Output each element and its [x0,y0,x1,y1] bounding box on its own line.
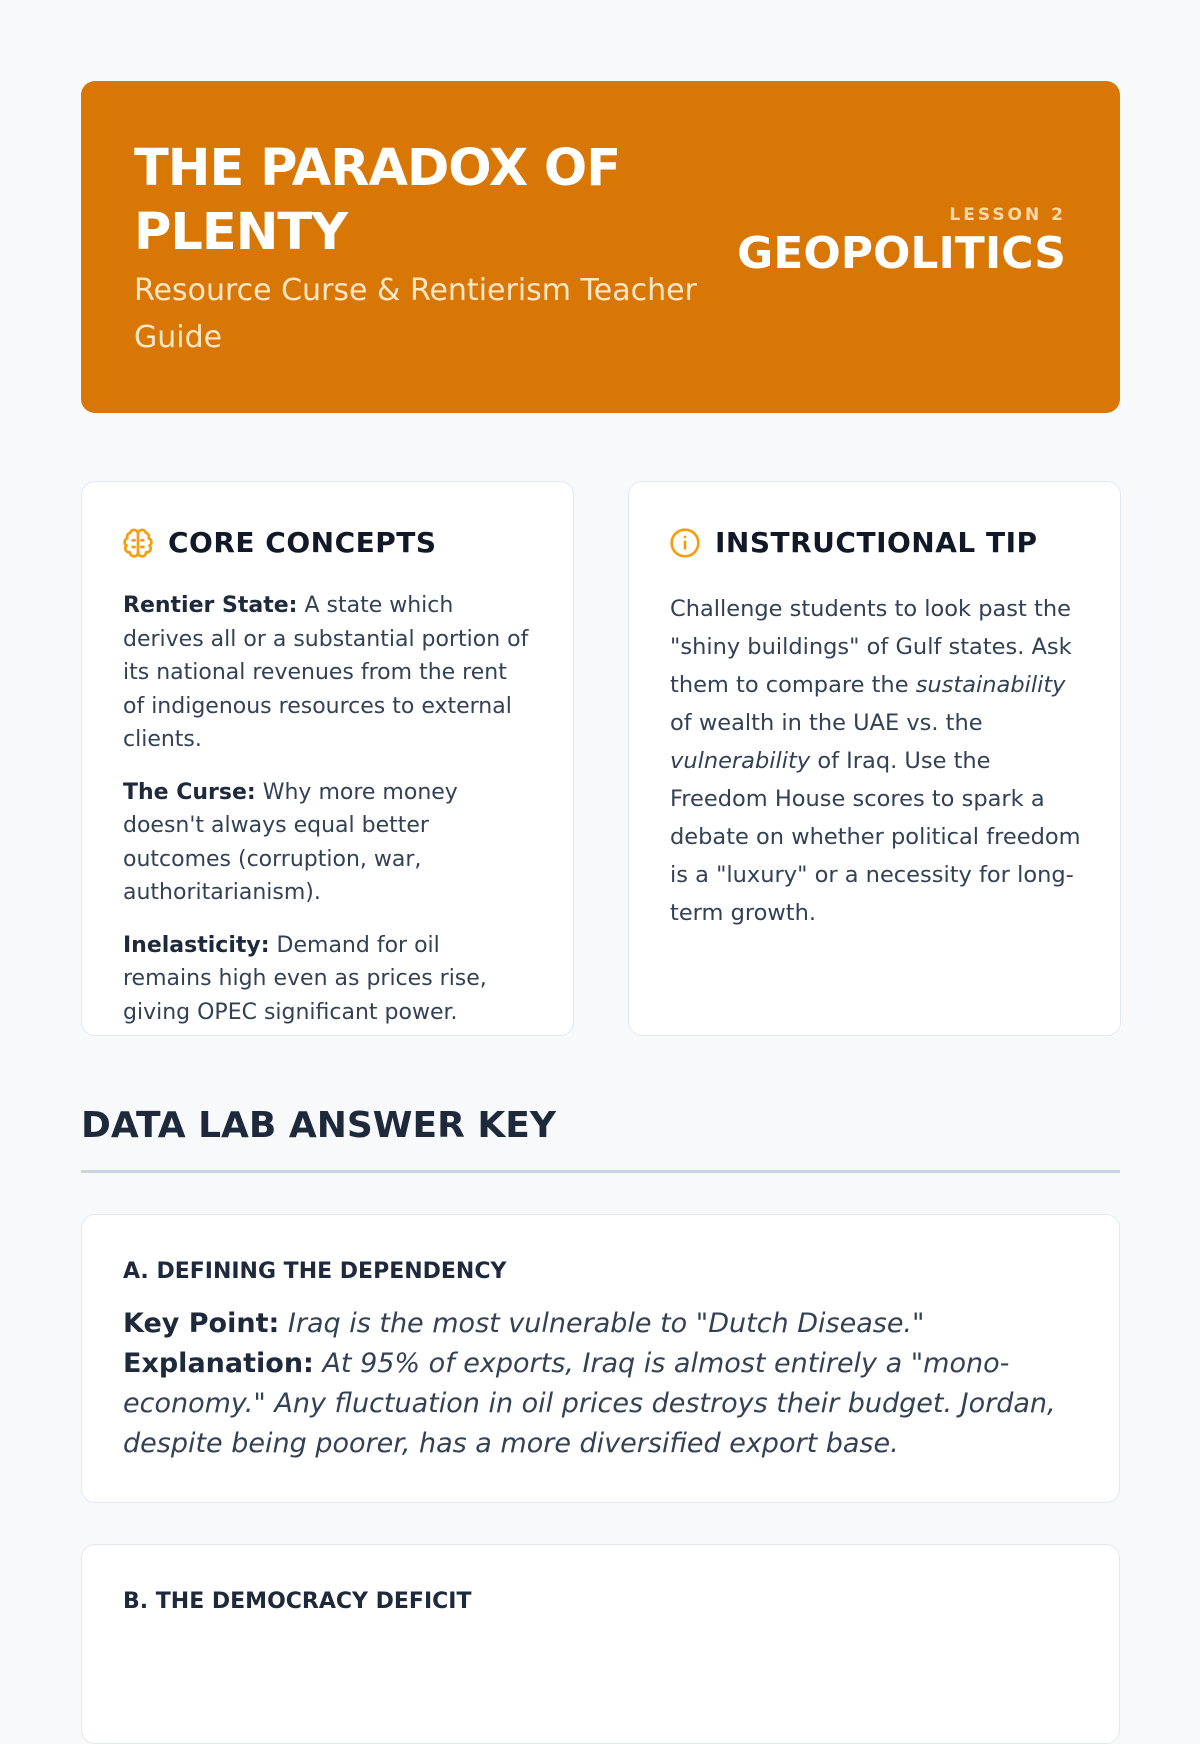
key-point-text: Iraq is the most vulnerable to "Dutch Disease." [287,1308,925,1339]
answer-section-body [123,1304,1063,1464]
explanation-label: Explanation: [123,1348,314,1379]
concept-term: Inelasticity: [123,932,270,958]
section-divider [81,1170,1120,1173]
tip-text-part: of wealth in the UAE vs. the [670,710,983,736]
concept-item [123,929,533,1030]
tip-text-part: Challenge students to look past the "shiny buildings" of Gulf states. Ask them to compare the [670,596,1072,698]
topic-label: GEOPOLITICS [737,228,1066,279]
explanation-text: At 95% of exports, Iraq is almost entirely a "mono-economy." Any fluctuation in oil prices destroys their budget. Jordan, despite being poorer, has a more diversified export base. [123,1348,1056,1459]
brain-icon [122,527,154,559]
answer-section-card [81,1214,1120,1503]
concept-item [123,589,533,757]
answer-section-card [81,1544,1120,1744]
answer-section-title: A. DEFINING THE DEPENDENCY [123,1259,507,1284]
concept-definition: A state which derives all or a substantial portion of its national revenues from the rent of indigenous resources to external clients. [123,593,529,752]
core-concepts-title: CORE CONCEPTS [168,526,437,559]
concept-definition: Demand for oil remains high even as prices rise, giving OPEC significant power. [123,932,487,1025]
instructional-tip-title: INSTRUCTIONAL TIP [715,526,1038,559]
page-subtitle: Resource Curse & Rentierism Teacher Guide [134,273,697,355]
core-concepts-card [81,481,574,1036]
concept-term: Rentier State: [123,593,298,618]
core-concepts-header [122,526,437,559]
tip-emphasis: vulnerability [670,748,811,774]
lesson-number: LESSON 2 [949,205,1066,225]
answer-section-title: B. THE DEMOCRACY DEFICIT [123,1589,472,1614]
concepts-list [123,589,533,1048]
instructional-tip-text [670,590,1085,932]
concept-definition: Why more money doesn't always equal better outcomes (corruption, war, authoritarianism). [123,779,458,905]
lesson-block [737,205,1066,283]
info-icon [669,527,701,559]
tip-emphasis: sustainability [915,672,1066,698]
instructional-tip-header [669,526,1038,559]
header-banner [81,81,1120,413]
page-title: THE PARADOX OF PLENTY [134,139,621,262]
concept-item [123,776,533,910]
concept-term: The Curse: [123,779,256,805]
instructional-tip-card [628,481,1121,1036]
key-point-label: Key Point: [123,1308,280,1339]
answer-key-heading: DATA LAB ANSWER KEY [81,1105,556,1146]
tip-text-part: of Iraq. Use the Freedom House scores to spark a debate on whether political freedom is a "luxury" or a necessity for long-term growth. [670,748,1081,926]
